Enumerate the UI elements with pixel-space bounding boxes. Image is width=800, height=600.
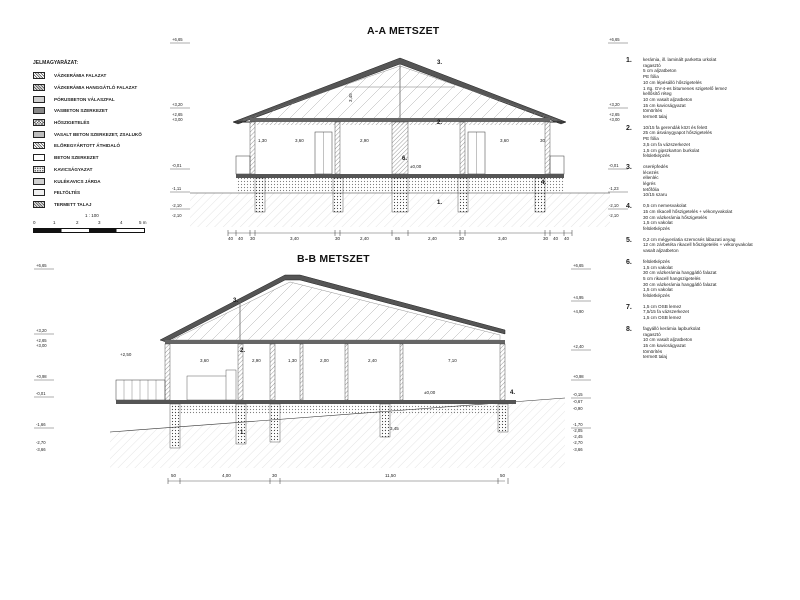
foundation-2 <box>333 178 343 212</box>
note-line: tetőfólia <box>643 186 660 192</box>
dim-a-11: 40 <box>553 236 559 241</box>
note-number: 1. <box>626 57 632 64</box>
tag-a-4: 4. <box>541 180 547 186</box>
tag-a-6: 6. <box>402 156 408 162</box>
note-6 <box>626 259 786 299</box>
level-b-l-7: -2,70 <box>36 440 46 445</box>
terrace-railing-b <box>116 380 165 400</box>
dim-a-7: 2,40 <box>428 236 437 241</box>
level-a-r-6: -2,10 <box>609 203 619 208</box>
note-line: 1,5 cm vakolat <box>643 264 673 270</box>
note-line: 0,2 cm mégyenlatia szemcsés lábazati anyag <box>643 236 736 242</box>
foundation-1 <box>255 178 265 212</box>
legend-label: KULÉKAVICS JÁRDA <box>54 178 101 184</box>
wall-b-6 <box>400 344 403 400</box>
note-number: 4. <box>626 203 632 211</box>
note-line: 7,5/15 fa vázszerkezet <box>643 309 689 315</box>
note-line: ellenléc <box>643 175 659 181</box>
dim-a-2: 30 <box>250 236 256 241</box>
dim-a-0: 40 <box>228 236 234 241</box>
level-b-r-5: -0,15 <box>573 392 583 397</box>
note-line: felületképzés <box>643 153 670 159</box>
room-dim-b-3: 2,00 <box>320 358 329 363</box>
level-b-l-1: +3,20 <box>36 328 47 333</box>
legend-heading: JELMAGYARÁZAT: <box>33 60 79 66</box>
level-b-r-9: -2,05 <box>573 428 583 433</box>
kitchen-tall-unit <box>226 370 236 400</box>
level-b-r-6: -0,67 <box>573 399 583 404</box>
misc-b-0: +2,50 <box>120 352 132 357</box>
tag-b-4: 4. <box>510 390 516 396</box>
misc-a-0: 1,30 <box>258 138 267 143</box>
legend-label: ELŐREGYÁRTOTT ÁTHIDALÓ <box>54 143 121 149</box>
foundation-b-3 <box>270 404 280 442</box>
scale-tick: 1 <box>53 220 56 225</box>
level-b-l-5: -0,01 <box>36 391 46 396</box>
tag-a-2: 2. <box>437 120 443 126</box>
legend-label: HŐSZIGETELÉS <box>54 120 90 126</box>
level-a-l-2: +2,65 <box>172 112 183 117</box>
legend-label: FELTÖLTÉS <box>54 190 81 196</box>
note-line: tömörítés <box>643 108 663 114</box>
railing-right <box>550 156 564 174</box>
legend-label: PÓRUSBETON VÁLASZFAL <box>54 96 115 102</box>
scale-tick: 0 <box>33 220 36 225</box>
note-number: 2. <box>626 124 632 132</box>
level-a-r-1: +3,20 <box>609 102 620 107</box>
level-a-l-1: +3,20 <box>172 102 183 107</box>
wall-a-3 <box>392 122 408 174</box>
level-a-l-5: -1,11 <box>172 186 182 191</box>
note-line: ragasztó <box>643 62 661 68</box>
note-number: 7. <box>626 303 632 311</box>
level-b-r-8: -1,70 <box>573 422 583 427</box>
legend-label: TERMETT TALAJ <box>54 201 92 207</box>
note-line: 0,5 cm nemesvakolat <box>643 203 687 209</box>
dim-b-1: 4,00 <box>222 473 231 478</box>
level-b-r-2: +4,90 <box>573 309 584 314</box>
note-line: 25 cm ásványgyapot hőszigetelés <box>643 130 712 136</box>
misc-a-1: ±0,00 <box>410 164 422 169</box>
note-line: 10 cm vasalt aljzatbeton <box>643 96 693 102</box>
railing-left <box>236 156 250 174</box>
note-line: 30 cm vázkerámia hanggátló falazat <box>643 270 717 276</box>
dim-a-12: 40 <box>564 236 570 241</box>
note-8 <box>626 326 786 360</box>
foundation-b-2 <box>236 404 246 444</box>
note-line: lécezés <box>643 169 659 175</box>
note-line: 1,5 cm vakolat <box>643 287 673 293</box>
note-line: 1,5 cm gipszkarton burkolat <box>643 147 700 153</box>
kitchen-units <box>187 376 227 400</box>
legend-label: BETON SZERKEZET <box>54 155 99 161</box>
section-a-title: A-A METSZET <box>367 25 440 37</box>
legend-label: VASALT BETON SZERKEZET, ZSALUKŐ <box>54 131 142 137</box>
dim-a-9: 3,40 <box>498 236 507 241</box>
misc-b-1: ±0,00 <box>424 390 436 395</box>
note-line: 1,5 cm vakolat <box>643 220 673 226</box>
note-number: 3. <box>626 163 632 171</box>
misc-b-2: 3,45 <box>390 426 399 431</box>
note-line: 10 cm lépésálló hőszigetelés <box>643 79 702 85</box>
level-a-r-7: -2,10 <box>609 213 619 218</box>
level-b-r-3: +2,40 <box>573 344 584 349</box>
note-number: 6. <box>626 258 632 266</box>
scale-tick: 3 <box>98 220 101 225</box>
note-1 <box>626 57 786 120</box>
note-line: 10/15 fa gerendák közt és felett <box>643 124 708 130</box>
note-line: fagyálló kerámia lapburkolat <box>643 325 701 331</box>
note-5 <box>626 237 786 254</box>
level-b-r-0: +6,65 <box>573 263 584 268</box>
level-b-r-10: -2,45 <box>573 434 583 439</box>
wall-a-1 <box>250 122 255 174</box>
dim-b-4: 50 <box>500 473 506 478</box>
level-b-l-2: +2,65 <box>36 338 47 343</box>
note-3 <box>626 164 786 198</box>
note-line: vasalt aljzatbeton <box>643 248 679 254</box>
legend-label: VASBETON SZERKEZET <box>54 108 108 114</box>
note-line: 15 cm kavicságyazat <box>643 342 686 348</box>
level-b-r-12: -3,66 <box>573 447 583 452</box>
level-a-r-3: +3,00 <box>609 117 620 122</box>
level-a-r-4: -0,01 <box>609 163 619 168</box>
note-line: 12 cm zárbetéta rikacell hőszigetelés + vékonyvakolat <box>643 242 753 248</box>
dim-a-6: 65 <box>395 236 401 241</box>
foundation-b-1 <box>170 404 180 448</box>
level-a-r-5: -1,23 <box>609 186 619 191</box>
note-line: 1,5 cm OSB lemez <box>643 303 682 309</box>
note-line: PE fólia <box>643 136 659 142</box>
note-line: 15 cm kavicságyazat <box>643 102 686 108</box>
level-a-r-0: +6,65 <box>609 37 620 42</box>
note-line: 5 cm rikacell hangszigetelés <box>643 275 701 281</box>
note-line: 10 cm vasalt aljzatbeton <box>643 337 693 343</box>
attic-slab <box>250 118 550 122</box>
dim-b-2: 30 <box>272 473 278 478</box>
dim-a-5: 2,40 <box>360 236 369 241</box>
note-line: termett talaj <box>643 354 667 360</box>
wall-a-2 <box>335 122 340 174</box>
level-a-l-7: -2,10 <box>172 213 182 218</box>
dim-a-4: 30 <box>335 236 341 241</box>
legend-label: VÁZKERÁMIA HANGGÁTLÓ FALAZAT <box>54 85 138 91</box>
terrace-balusters <box>124 380 156 400</box>
level-a-l-3: +3,00 <box>172 117 183 122</box>
level-b-r-4: +0,98 <box>573 374 584 379</box>
note-line: cserépfedés <box>643 163 669 169</box>
dim-a-3: 3,40 <box>290 236 299 241</box>
dim-a-8: 30 <box>459 236 465 241</box>
foundation-4 <box>458 178 468 212</box>
tag-b-2: 2. <box>240 348 246 354</box>
room-dim-b-2: 1,30 <box>288 358 297 363</box>
foundation-b-5 <box>498 404 508 432</box>
tag-b-3: 3. <box>233 298 239 304</box>
level-b-l-0: +6,65 <box>36 263 47 268</box>
note-line: légrés <box>643 181 656 187</box>
wall-b-7 <box>500 344 505 400</box>
wall-a-4 <box>460 122 465 174</box>
room-dim-b-5: 7,10 <box>448 358 457 363</box>
note-7 <box>626 304 786 321</box>
wall-a-5 <box>545 122 550 174</box>
wall-b-1 <box>165 344 170 400</box>
subfloor-gravel-b <box>170 404 505 414</box>
dim-a-1: 40 <box>238 236 244 241</box>
note-line: 15 cm rikacell hőszigetelés + vékonyvakolat <box>643 208 733 214</box>
dim-b-0: 50 <box>171 473 177 478</box>
legend-label: KAVICSÁGYAZAT <box>54 166 93 172</box>
note-4 <box>626 203 786 232</box>
note-line: 5 cm aljzatbeton <box>643 68 677 74</box>
dim-b-3: 11,50 <box>385 473 396 478</box>
note-line: 3,5 cm fa vázszerkezet <box>643 141 690 147</box>
tag-a-3: 3. <box>437 60 443 66</box>
note-line: felületképzés <box>643 293 670 299</box>
scale-tick: 2 <box>76 220 79 225</box>
level-b-r-11: -2,70 <box>573 440 583 445</box>
note-line: 10/15 szaru <box>643 192 668 198</box>
level-b-l-8: -3,66 <box>36 447 46 452</box>
scale-tick: 4 <box>120 220 123 225</box>
note-line: 30 cm vázkerámia hanggátló falazat <box>643 281 717 287</box>
level-a-l-0: +6,65 <box>172 37 183 42</box>
room-dim-a-2: 3,60 <box>500 138 509 143</box>
note-line: termett talaj <box>643 114 667 120</box>
note-number: 8. <box>626 325 632 333</box>
wall-b-5 <box>345 344 348 400</box>
note-line: ragasztó <box>643 331 661 337</box>
scale-label: 1 : 100 <box>85 213 99 218</box>
layer-notes <box>626 57 786 365</box>
note-line: PE fólia <box>643 74 659 80</box>
level-a-l-6: -2,10 <box>172 203 182 208</box>
room-dim-a-1: 2,90 <box>360 138 369 143</box>
level-a-l-4: -0,01 <box>172 163 182 168</box>
misc-a-3: 3,45 <box>348 93 353 102</box>
ground-floor-slab-b <box>116 400 516 404</box>
legend-label: VÁZKERÁMIA FALAZAT <box>54 73 107 79</box>
foundation-3 <box>392 178 408 212</box>
note-line: felületképzés <box>643 258 670 264</box>
tag-a-1: 1. <box>437 200 443 206</box>
foundation-b-4 <box>380 404 390 437</box>
level-b-r-7: -0,90 <box>573 406 583 411</box>
section-b-title: B-B METSZET <box>297 253 370 265</box>
room-dim-b-1: 2,90 <box>252 358 261 363</box>
room-dim-b-0: 3,60 <box>200 358 209 363</box>
note-line: 1 rtg. GV-4-es bitumenes szigetelő lemez <box>643 85 728 91</box>
level-b-r-1: +4,95 <box>573 295 584 300</box>
room-dim-b-4: 2,40 <box>368 358 377 363</box>
note-line: felületképzés <box>643 225 670 231</box>
ground-floor-slab <box>236 174 564 178</box>
room-dim-a-0: 3,60 <box>295 138 304 143</box>
note-line: kerámia, ill. laminált parketta urkolat <box>643 57 717 62</box>
level-b-l-4: +0,98 <box>36 374 47 379</box>
tag-b-1: 1. <box>240 430 246 436</box>
note-line: 1,5 cm OSB lemez <box>643 315 682 321</box>
scale-tick: 5 m <box>139 220 147 225</box>
level-b-l-6: -1,66 <box>36 422 46 427</box>
note-number: 5. <box>626 236 632 244</box>
note-2 <box>626 125 786 159</box>
attic-slab-b <box>165 340 505 344</box>
note-line: kellősítő réteg <box>643 91 672 97</box>
misc-a-2: 30 <box>540 138 546 143</box>
wall-b-4 <box>300 344 303 400</box>
wall-b-3 <box>270 344 275 400</box>
level-b-l-3: +3,00 <box>36 343 47 348</box>
note-line: tömörítés <box>643 348 663 354</box>
note-line: 30 cm vázkerámia hőszigetelés <box>643 214 708 220</box>
dim-a-10: 30 <box>543 236 549 241</box>
level-a-r-2: +2,65 <box>609 112 620 117</box>
